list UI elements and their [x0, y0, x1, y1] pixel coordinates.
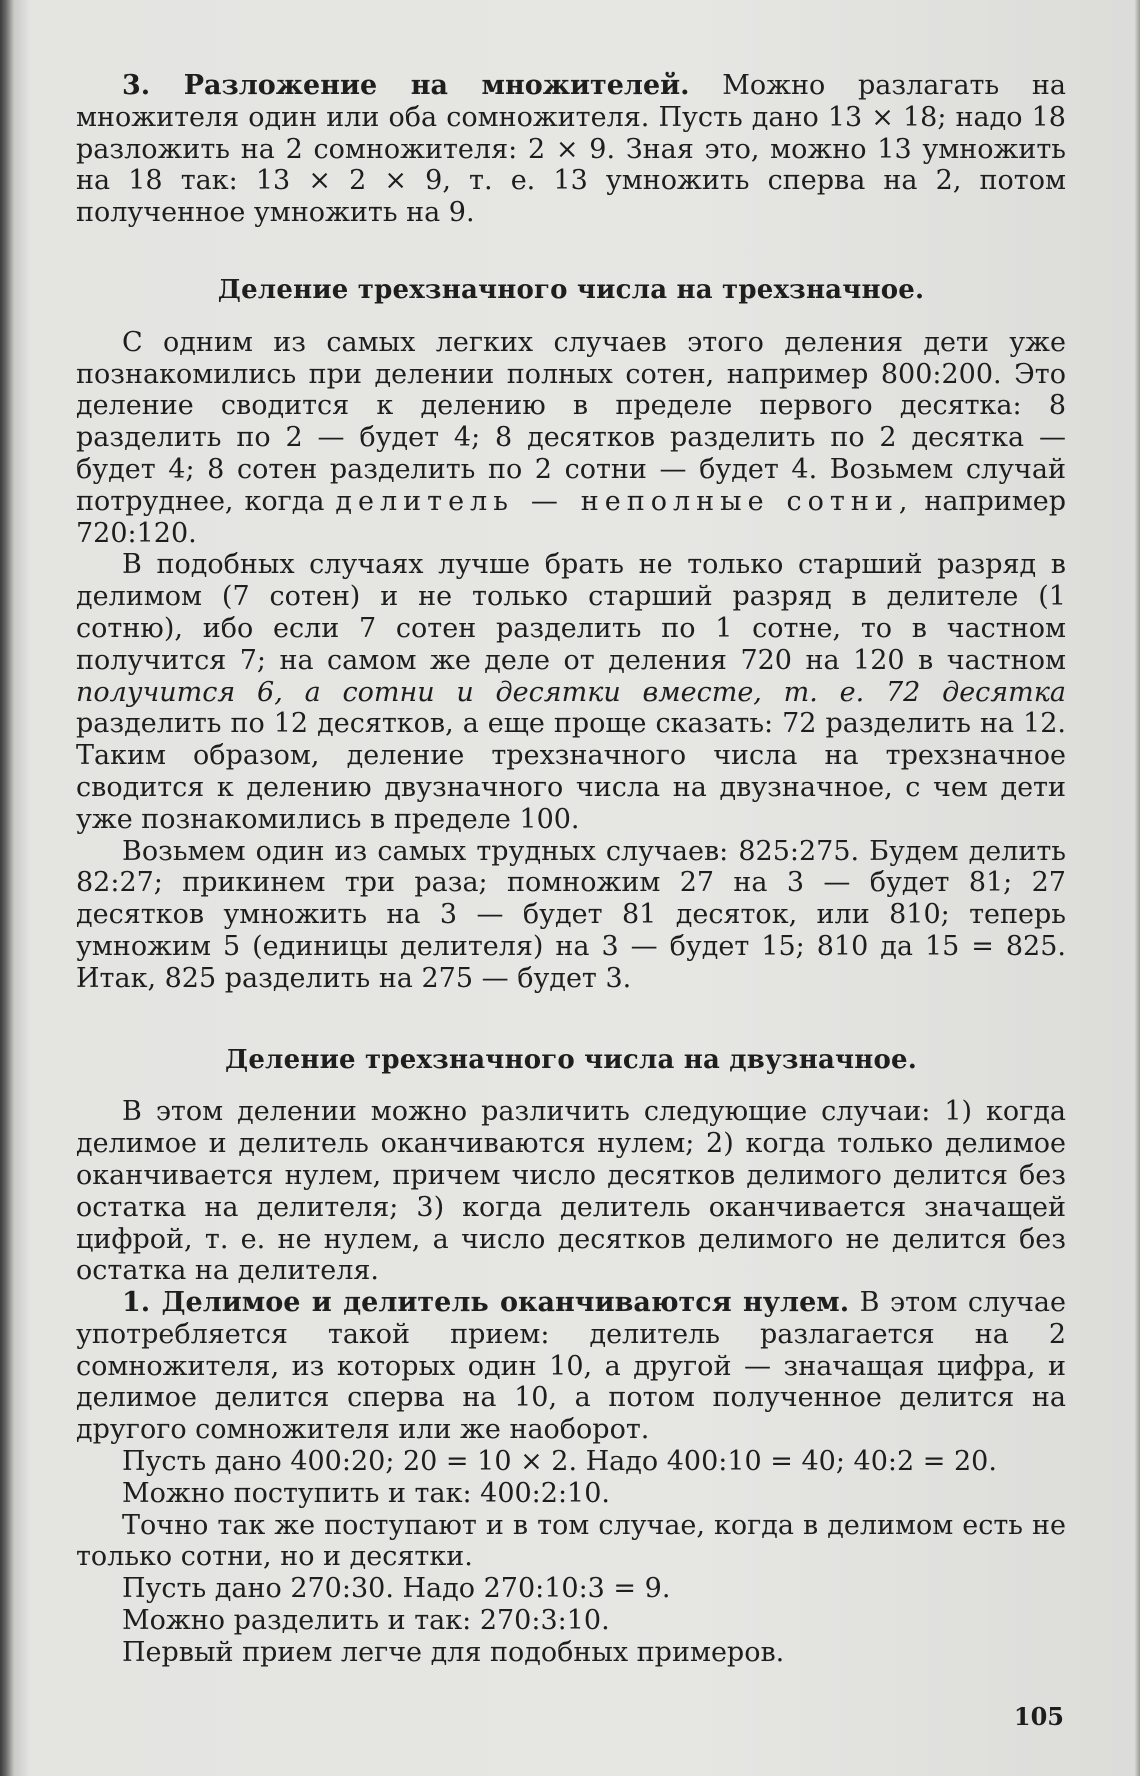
case-1-title: 1. Делимое и делитель оканчиваются нулем.	[122, 1287, 850, 1319]
spaced-emphasis: делитель — неполные сотни,	[335, 485, 914, 517]
paragraph-similar-cases-text-2: разделить по 12 десятков, а еще проще сказать: 72 разделить на 12. Таким образом, деление трехзначного числа на трехзначное сводится к делению двузначного числа на двузначное, с чем дети уже познакомились в пределе 100.	[76, 708, 1066, 835]
example-4: Можно разделить и так: 270:3:10.	[122, 1605, 610, 1637]
paragraph-cases-list: В этом делении можно различить следующие случаи: 1) когда делимое и делитель оканчиваются нулем; 2) когда только делимое оканчивается нулем, причем число десятков делимого делится без остатка на делителя; 3) когда делитель оканчивается значащей цифрой, т. е. не нулем, а число десятков делимого не делится без остатка на делителя.	[76, 1096, 1066, 1287]
italic-emphasis: получится 6, а сотни и десятки вместе, т. е. 72 десятка	[76, 676, 1066, 708]
page-edge	[1134, 0, 1140, 1776]
paragraph-easy-case	[76, 327, 1066, 550]
paragraph-similar-cases	[76, 549, 1066, 835]
page-text	[76, 70, 1066, 1669]
paragraph-easy-case-text-1: С одним из самых легких случаев этого деления дети уже познакомились при делении полных сотен, например 800:200. Это деление сводится к делению в пределе первого десятка: 8 разделить по 2 — будет 4; 8 десятков разделить по 2 десятка — будет 4; 8 сотен разделить по 2 сотни — будет 4. Возьмем случай потруднее, когда	[76, 326, 1066, 517]
section-3-title: 3. Разложение на множителей.	[122, 70, 690, 101]
heading-three-digit-by-three-digit: Деление трехзначного числа на трехзначное.	[217, 274, 925, 305]
example-5: Первый прием легче для подобных примеров.	[122, 1636, 785, 1668]
example-2: Можно поступить и так: 400:2:10.	[122, 1477, 610, 1509]
heading-three-digit-by-two-digit: Деление трехзначного числа на двузначное.	[225, 1044, 917, 1075]
section-3-paragraph	[76, 70, 1066, 229]
paragraph-easy-case-text-2: например 720:120.	[76, 485, 1067, 549]
paragraph-case-1	[76, 1287, 1066, 1446]
paragraph-also-tens: Точно так же поступают и в том случае, когда в делимом есть не только сотни, но и десятки.	[76, 1509, 1066, 1573]
example-3: Пусть дано 270:30. Надо 270:10:3 = 9.	[122, 1573, 671, 1605]
case-1-text: В этом случае употребляется такой прием: делитель разлагается на 2 сомножителя, из которых один 10, а другой — значащая цифра, и делимое делится сперва на 10, а потом полученное делится на другого сомножителя или же наоборот.	[76, 1287, 1066, 1446]
page-number: 105	[1013, 1702, 1064, 1731]
paragraph-similar-cases-text-1: В подобных случаях лучше брать не только старший разряд в делимом (7 сотен) и не только старший разряд в делителе (1 сотню), ибо если 7 сотен разделить по 1 сотне, то в частном получится 7; на самом же деле от деления 720 на 120 в частном	[76, 549, 1066, 676]
section-3-text: Можно разлагать на множителя один или оба сомножителя. Пусть дано 13 × 18; надо 18 разложить на 2 сомножителя: 2 × 9. Зная это, можно 13 умножить на 18 так: 13 × 2 × 9, т. е. 13 умножить сперва на 2, потом полученное умножить на 9.	[76, 70, 1066, 229]
paragraph-hard-case: Возьмем один из самых трудных случаев: 825:275. Будем делить 82:27; прикинем три раза; помножим 27 на 3 — будет 81; 27 десятков умножить на 3 — будет 81 десяток, или 810; теперь умножим 5 (единицы делителя) на 3 — будет 15; 810 да 15 = 825. Итак, 825 разделить на 275 — будет 3.	[76, 835, 1066, 994]
example-1: Пусть дано 400:20; 20 = 10 × 2. Надо 400:10 = 40; 40:2 = 20.	[122, 1446, 997, 1478]
